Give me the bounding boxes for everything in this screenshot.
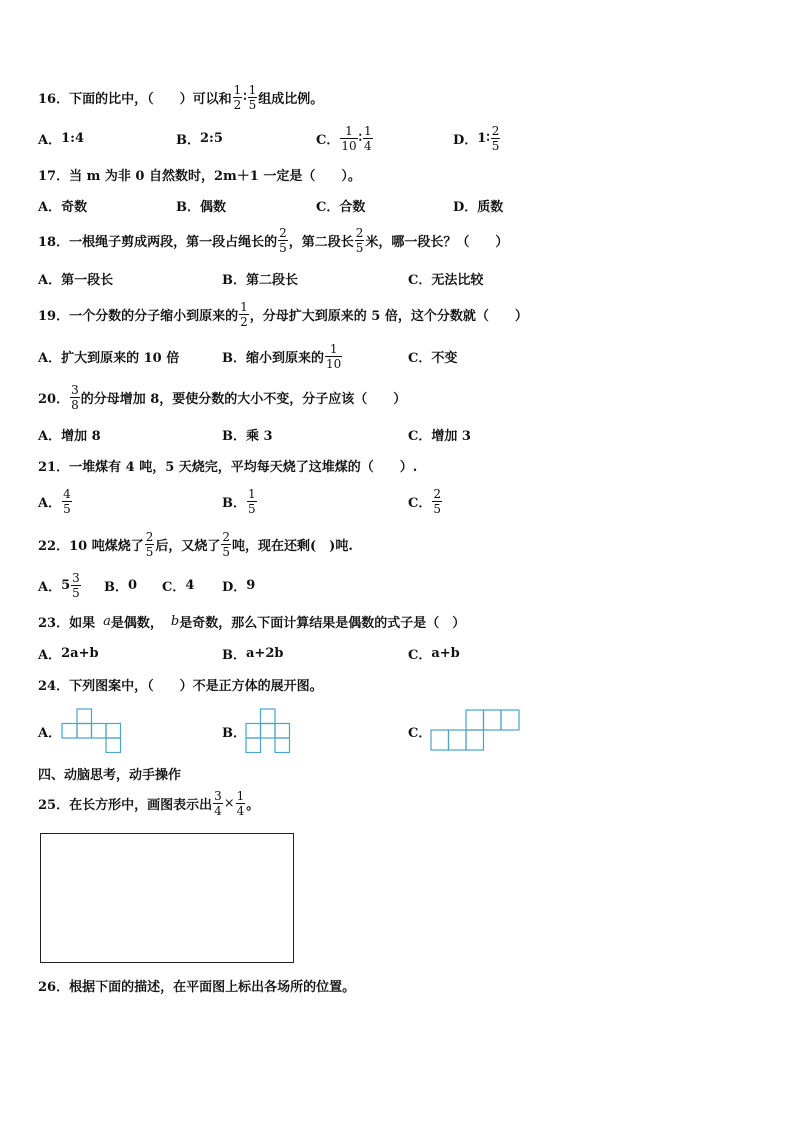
section-title: 四、动脑思考，动手操作 [38, 767, 182, 783]
option-b: B． 0 [104, 577, 138, 595]
option-a: A． $\frac{4}{5}$ [38, 486, 71, 516]
question-text: 如果 [69, 615, 96, 631]
fraction: $\frac{2}{5}$ [145, 529, 154, 559]
option-a: A． [38, 725, 62, 741]
option-a: A． 1:4 [38, 130, 84, 148]
fraction: $\frac{1}{5}$ [248, 486, 256, 516]
option-a: A． 扩大到原来的 10 倍 [38, 350, 180, 366]
fraction: $\frac{3}{8}$ [71, 382, 79, 412]
option-b: B． 2:5 [176, 130, 223, 148]
option-b: B． 缩小到原来的 $\frac{1}{10}$ [222, 341, 342, 371]
option-a: A． 5 $\frac{3}{5}$ [38, 570, 80, 600]
option-a: A． 增加 8 [38, 428, 101, 444]
question-text: 一个分数的分子缩小到原来的 [69, 308, 239, 324]
question-number: 22． [38, 538, 70, 554]
fraction: $\frac{1}{10}$ [326, 341, 342, 371]
option-b: B． a+2b [222, 645, 284, 663]
question-number: 16． [38, 91, 70, 107]
fraction: $\frac{1}{2}$ [233, 82, 242, 112]
question-20 [38, 382, 407, 412]
option-c: C． $\frac{1}{10}$ ∶ $\frac{1}{4}$ [316, 123, 372, 153]
fraction: $\frac{1}{5}$ [248, 82, 257, 112]
question-19: 19． 一个分数的分子缩小到原来的 $\frac{1}{2}$ ，分母扩大到原来的 5 倍，这个分数就（ ） [38, 299, 528, 329]
question-number: 23． [38, 615, 70, 631]
question-23: 23． 如果 a 是偶数， b 是奇数，那么下面计算结果是偶数的式子是（ ） [38, 613, 466, 631]
fraction: $\frac{2}{5}$ [433, 486, 441, 516]
question-text: 当 m 为非 0 自然数时，2m＋1 一定是（ ）。 [69, 168, 361, 184]
option-a: A． 奇数 [38, 199, 88, 215]
drawing-rectangle[interactable] [40, 833, 294, 963]
fraction: $\frac{1}{4}$ [364, 123, 372, 153]
option-d: D． 9 [222, 577, 256, 595]
question-number: 26． [38, 979, 70, 995]
fraction: $\frac{2}{5}$ [355, 225, 364, 255]
question-number: 17． [38, 168, 70, 184]
fraction: $\frac{2}{5}$ [279, 225, 287, 255]
option-c: C． 无法比较 [408, 272, 484, 288]
option-b: B． 偶数 [176, 199, 227, 215]
question-18: 18． 一根绳子剪成两段，第一段占绳长的 $\frac{2}{5}$ ，第二段长 $\frac{2}{5}$ 米，哪一段长？（ ） [38, 225, 509, 255]
cube-net-a [61, 708, 123, 754]
option-c: C． a+b [408, 645, 460, 663]
question-text: 根据下面的描述，在平面图上标出各场所的位置。 [69, 979, 356, 995]
option-b: B． 乘 3 [222, 428, 273, 444]
question-number: 18． [38, 234, 70, 250]
fraction: $\frac{4}{5}$ [63, 486, 71, 516]
question-text: 10 吨煤烧了 [69, 538, 144, 554]
cube-net-c [430, 709, 522, 753]
fraction: $\frac{3}{4}$ [214, 788, 222, 818]
question-16: 16． 下面的比中，（ ）可以和 $\frac{1}{2}$ ∶ $\frac{1}{5}$ 组成比例。 [38, 82, 324, 112]
variable-b: b [170, 613, 180, 629]
question-number: 25． [38, 797, 70, 813]
question-text: 在长方形中，画图表示出 [69, 797, 213, 813]
option-b: B． 第二段长 [222, 272, 299, 288]
question-number: 24． [38, 678, 70, 694]
question-17 [38, 163, 361, 185]
fraction: $\frac{1}{10}$ [341, 123, 357, 153]
cube-net-b [245, 708, 293, 754]
question-21 [38, 454, 417, 476]
option-c: C． 4 [162, 577, 195, 595]
option-a: A． 2a+b [38, 645, 99, 663]
question-text: 一堆煤有 4 吨，5 天烧完，平均每天烧了这堆煤的（ ）. [69, 459, 418, 475]
fraction: $\frac{1}{2}$ [240, 299, 248, 329]
question-number: 21． [38, 459, 70, 475]
option-c: C． 合数 [316, 199, 366, 215]
fraction: $\frac{2}{5}$ [222, 529, 231, 559]
option-c: C． [408, 725, 432, 741]
fraction: $\frac{3}{5}$ [72, 570, 80, 600]
question-22: 22． 10 吨煤烧了 $\frac{2}{5}$ 后，又烧了 $\frac{2}{5}$ 吨，现在还剩( )吨. [38, 529, 353, 559]
variable-a: a [103, 613, 111, 629]
question-text: 一根绳子剪成两段，第一段占绳长的 [69, 234, 278, 250]
question-26 [38, 974, 355, 996]
option-b: B． [222, 725, 246, 741]
question-25: 25． 在长方形中，画图表示出 $\frac{3}{4}$ × $\frac{1}{4}$ 。 [38, 788, 260, 818]
question-text: 下面的比中，（ ）可以和 [69, 91, 232, 107]
fraction: $\frac{1}{4}$ [236, 788, 245, 818]
question-text: 的分母增加 8，要使分数的大小不变，分子应该（ ） [80, 391, 407, 407]
question-text: 下列图案中，（ ）不是正方体的展开图。 [69, 678, 323, 694]
question-number: 20． [38, 391, 70, 407]
option-c: C． 不变 [408, 350, 458, 366]
option-b: B． $\frac{1}{5}$ [222, 486, 256, 516]
question-24 [38, 673, 323, 695]
option-d: D． 1∶ $\frac{2}{5}$ [453, 123, 500, 153]
option-c: C． 增加 3 [408, 428, 471, 444]
option-c: C． $\frac{2}{5}$ [408, 486, 441, 516]
question-number: 19． [38, 308, 70, 324]
fraction: $\frac{2}{5}$ [491, 123, 500, 153]
option-a: A． 第一段长 [38, 272, 114, 288]
option-d: D． 质数 [453, 199, 504, 215]
